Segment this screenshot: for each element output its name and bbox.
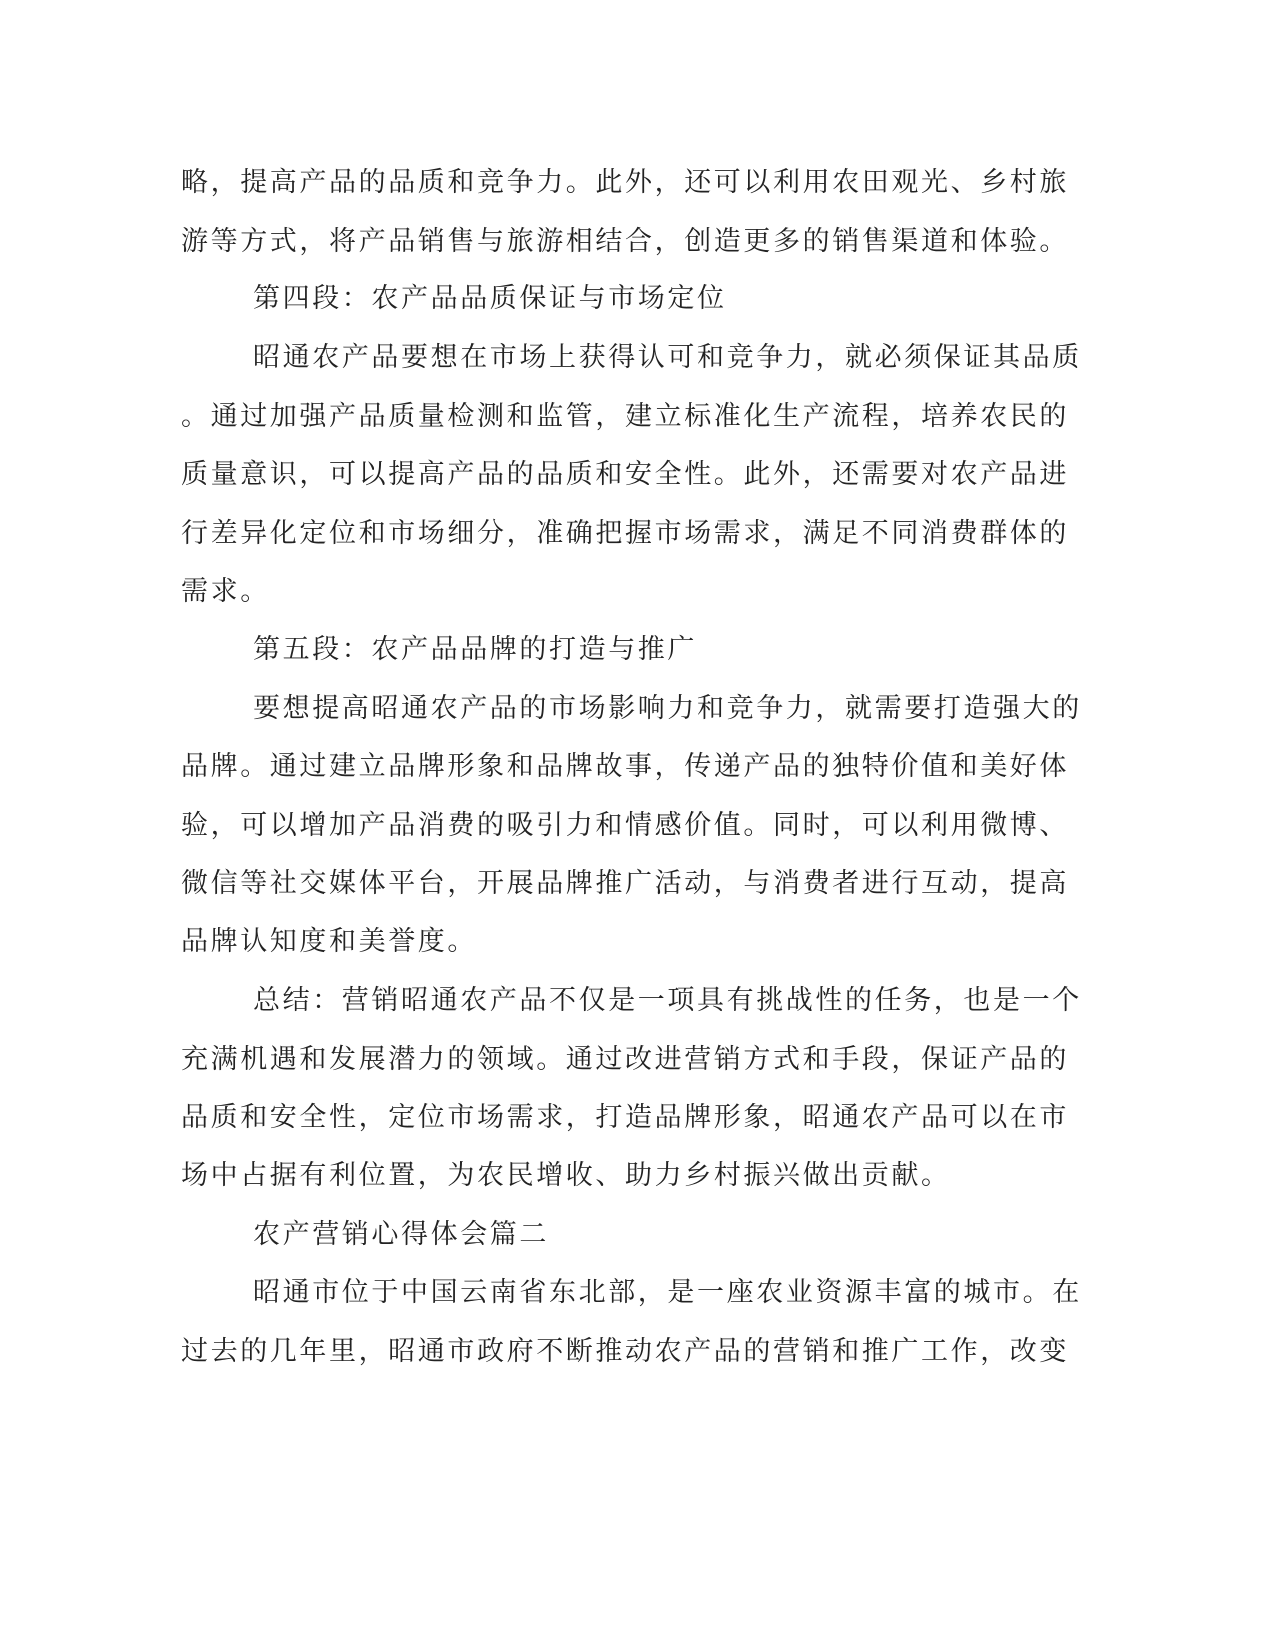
- text-line: 要想提高昭通农产品的市场影响力和竞争力，就需要打造强大的: [253, 693, 1082, 724]
- text-line: 略，提高产品的品质和竞争力。此外，还可以利用农田观光、乡村旅: [181, 167, 1069, 198]
- text-line: 质量意识，可以提高产品的品质和安全性。此外，还需要对农产品进: [181, 459, 1069, 490]
- text-line: 需求。: [181, 576, 270, 607]
- text-line: 品质和安全性，定位市场需求，打造品牌形象，昭通农产品可以在市: [181, 1102, 1069, 1133]
- text-line: 游等方式，将产品销售与旅游相结合，创造更多的销售渠道和体验。: [181, 226, 1069, 257]
- text-line: 品牌认知度和美誉度。: [181, 926, 477, 957]
- text-line: 过去的几年里，昭通市政府不断推动农产品的营销和推广工作，改变: [181, 1336, 1069, 1367]
- text-line: 昭通农产品要想在市场上获得认可和竞争力，就必须保证其品质: [253, 342, 1082, 373]
- text-line: 微信等社交媒体平台，开展品牌推广活动，与消费者进行互动，提高: [181, 868, 1069, 899]
- text-line: 品牌。通过建立品牌形象和品牌故事，传递产品的独特价值和美好体: [181, 751, 1069, 782]
- text-line: 验，可以增加产品消费的吸引力和情感价值。同时，可以利用微博、: [181, 810, 1069, 841]
- text-line: 充满机遇和发展潜力的领域。通过改进营销方式和手段，保证产品的: [181, 1044, 1069, 1075]
- text-line: 场中占据有利位置，为农民增收、助力乡村振兴做出贡献。: [181, 1160, 951, 1191]
- text-line: 。通过加强产品质量检测和监管，建立标准化生产流程，培养农民的: [181, 401, 1069, 432]
- text-line: 昭通市位于中国云南省东北部，是一座农业资源丰富的城市。在: [253, 1277, 1082, 1308]
- article-heading: 农产营销心得体会篇二: [253, 1219, 549, 1250]
- section-heading-5: 第五段：农产品品牌的打造与推广: [253, 634, 697, 665]
- section-heading-4: 第四段：农产品品质保证与市场定位: [253, 283, 727, 314]
- text-line: 行差异化定位和市场细分，准确把握市场需求，满足不同消费群体的: [181, 518, 1069, 549]
- summary-line: 总结：营销昭通农产品不仅是一项具有挑战性的任务，也是一个: [253, 985, 1082, 1016]
